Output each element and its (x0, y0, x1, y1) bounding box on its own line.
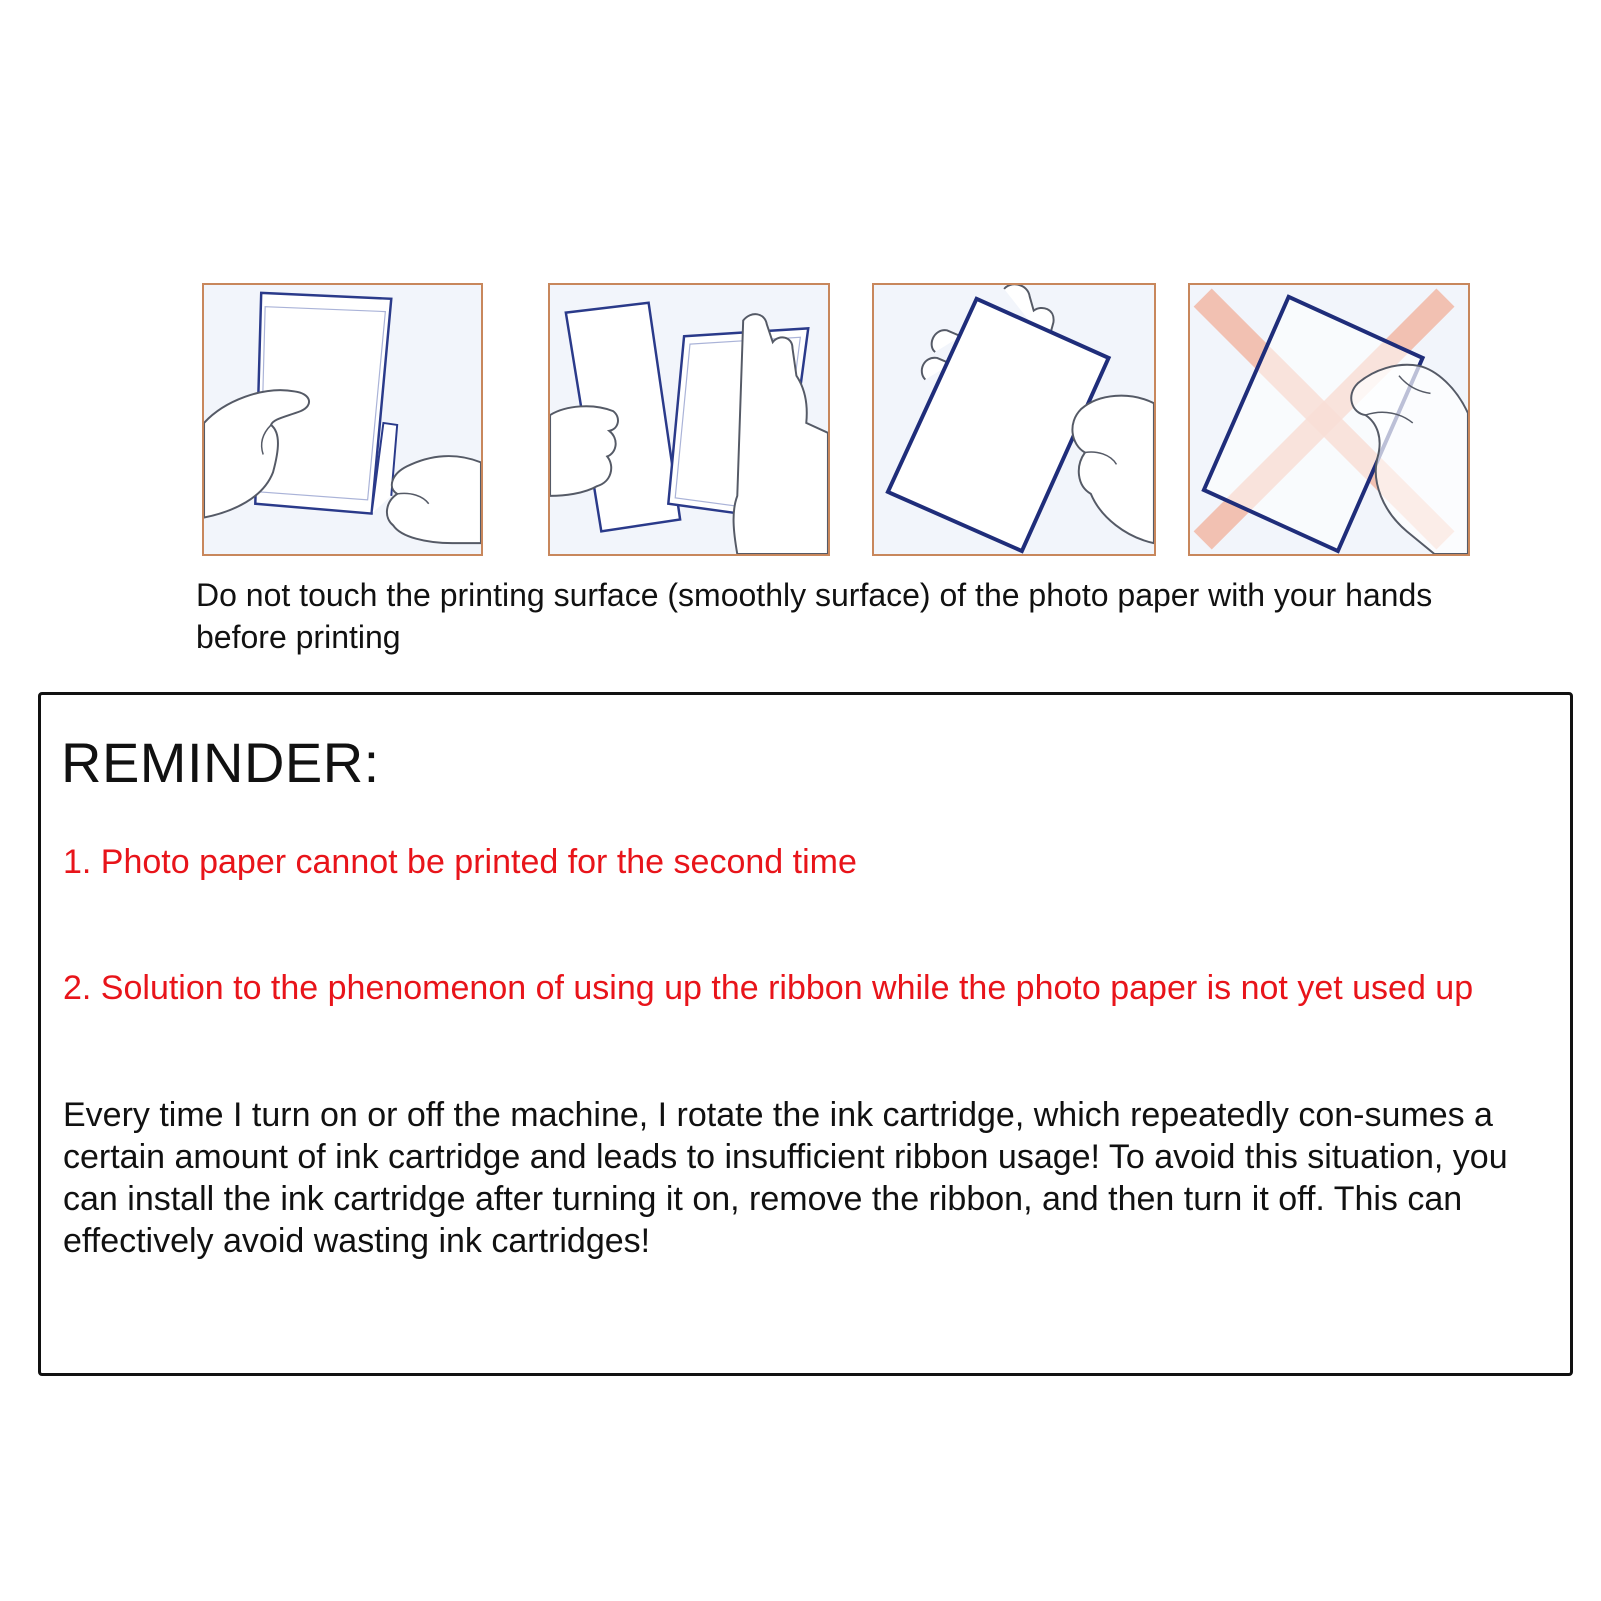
reminder-item-2: 2. Solution to the phenomenon of using up the ribbon while the photo paper is not yet used up (63, 969, 1474, 1007)
hands-holding-two-papers-icon (548, 283, 830, 556)
panel-1-drawing (204, 285, 481, 554)
reminder-item-1: 1. Photo paper cannot be printed for the second time (63, 843, 857, 881)
reminder-title: REMINDER: (61, 731, 380, 794)
panel-4-drawing (1190, 285, 1468, 554)
wrong-thumb-on-paper-icon (1188, 283, 1470, 556)
panel-2-drawing (550, 285, 828, 554)
illustration-strip (0, 0, 1601, 655)
panel-3-drawing (874, 285, 1154, 554)
reminder-box (38, 692, 1573, 1376)
reminder-body-text: Every time I turn on or off the machine, I rotate the ink cartridge, which repeatedly con-sumes a certain amount of ink cartridge and leads to insufficient ribbon usage! To avoid this situation, you can install the ink cartridge after turning it on, remove the ribbon, and then turn it off. This can effectively avoid wasting ink cartridges! (63, 1096, 1508, 1260)
illustration-caption: Do not touch the printing surface (smoothly surface) of the photo paper with your hands before printing (196, 577, 1433, 655)
hands-holding-paper-strip-icon (202, 283, 483, 556)
hand-holding-paper-by-edge-icon (872, 283, 1156, 556)
